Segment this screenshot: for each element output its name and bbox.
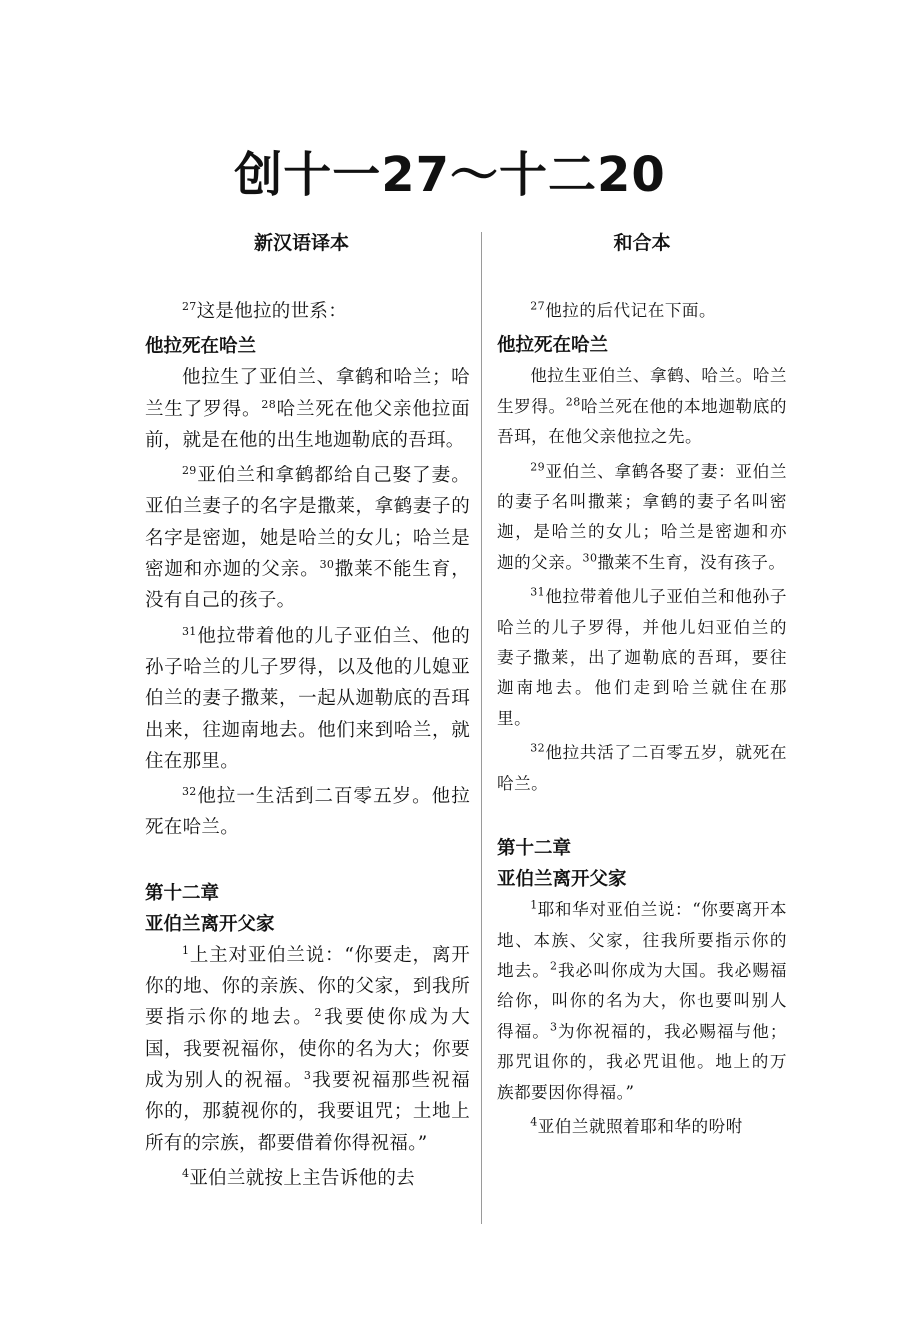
- verse-number: 27: [530, 299, 546, 313]
- verse-paragraph: [497, 895, 787, 1108]
- verse-number: 28: [261, 397, 276, 411]
- verse-text: 他拉生了亚伯兰、拿鹤和哈兰；哈兰生了罗得。: [145, 367, 470, 420]
- verse-number: 32: [182, 785, 197, 798]
- section-heading: 他拉死在哈兰: [145, 336, 257, 358]
- chapter-gap: [497, 803, 787, 833]
- verse-paragraph: [145, 296, 470, 327]
- verse-paragraph: [497, 361, 787, 452]
- page-title: 创十一27～十二20: [234, 147, 666, 203]
- verse-paragraph: [497, 738, 787, 799]
- chapter-heading: 第十二章: [145, 882, 220, 904]
- verse-number: 2: [314, 1006, 322, 1020]
- verse-number: 32: [530, 741, 546, 755]
- verse-text: 我必叫你成为大国。我必赐福给你，叫你的名为大，你也要叫别人得福。: [497, 960, 787, 1041]
- verse-text: 我要祝福那些祝福你的，那藐视你的，我要诅咒；土地上所有的宗族，都要借着你得祝福。”: [145, 1069, 470, 1154]
- verse-number: 3: [303, 1068, 312, 1082]
- verse-text: 哈兰死在他父亲他拉面前，就是在他的出生地迦勒底的吾珥。: [145, 398, 470, 451]
- verse-text: 亚伯兰和拿鹤都给自己娶了妻。亚伯兰妻子的名字是撒莱，拿鹤妻子的名字是密迦，她是哈兰的女儿；哈兰是密迦和亦迦的父亲。: [145, 465, 470, 581]
- verse-text: 他拉一生活到二百零五岁。他拉死在哈兰。: [145, 786, 470, 839]
- verse-number: 31: [182, 624, 197, 638]
- section-heading: 他拉死在哈兰: [497, 335, 609, 357]
- verse-number: 30: [582, 551, 598, 565]
- verse-paragraph: [145, 781, 470, 844]
- verse-paragraph: [497, 582, 787, 734]
- verse-text: 哈兰死在他的本地迦勒底的吾珥，在他父亲他拉之先。: [497, 396, 787, 447]
- verse-number: 31: [530, 585, 546, 599]
- verse-number: 4: [182, 1166, 190, 1180]
- verse-number: 1: [530, 898, 538, 912]
- column-chinese-union-version: [497, 228, 787, 1146]
- verse-number: 3: [549, 1020, 558, 1034]
- verse-number: 4: [530, 1115, 538, 1129]
- verse-text: 撒莱不能生育，没有自己的孩子。: [145, 559, 470, 612]
- verse-paragraph: [145, 940, 470, 1159]
- verse-text: 为你祝福的，我必赐福与他；那咒诅你的，我必咒诅他。地上的万族都要因你得福。”: [497, 1021, 787, 1102]
- verse-text: 撒莱不生育，没有孩子。: [597, 552, 786, 572]
- verse-paragraph: [497, 1112, 787, 1142]
- verse-number: 30: [319, 557, 335, 571]
- verse-text: 他拉带着他儿子亚伯兰和他孙子哈兰的儿子罗得，并他儿妇亚伯兰的妻子撒莱，出了迦勒底的吾珥，要往迦南地去。他们走到哈兰就住在那里。: [497, 587, 787, 728]
- verse-number: 1: [182, 943, 190, 957]
- verse-paragraph: [497, 457, 787, 579]
- verse-number: 2: [549, 959, 558, 973]
- verse-text: 上主对亚伯兰说：“你要走，离开你的地、你的亲族、你的父家，到我所要指示你的地去。: [145, 944, 470, 1029]
- verse-text: 他拉共活了二百零五岁，就死在哈兰。: [497, 743, 787, 793]
- verse-paragraph: [145, 362, 470, 456]
- verse-number: 29: [182, 464, 197, 478]
- verse-text: 这是他拉的世系：: [196, 301, 348, 322]
- column-new-chinese-version: [145, 228, 470, 1198]
- chapter-gap: [145, 848, 470, 878]
- verse-text: 亚伯兰、拿鹤各娶了妻：亚伯兰的妻子名叫撒莱；拿鹤的妻子名叫密迦，是哈兰的女儿；哈兰是密迦和亦迦的父亲。: [497, 461, 787, 572]
- column-header: 和合本: [613, 232, 671, 254]
- verse-paragraph: [145, 1163, 470, 1194]
- verse-number: 29: [530, 460, 546, 474]
- verse-text: 他拉带着他的儿子亚伯兰、他的孙子哈兰的儿子罗得，以及他的儿媳亚伯兰的妻子撒莱，一起从迦勒底的吾珥出来，往迦南地去。他们来到哈兰，就住在那里。: [145, 625, 470, 772]
- verse-number: 27: [182, 299, 197, 313]
- verse-number: 28: [565, 395, 581, 409]
- verse-text: 亚伯兰就照着耶和华的吩咐: [537, 1116, 743, 1136]
- verse-paragraph: [145, 460, 470, 616]
- section-heading: 亚伯兰离开父家: [145, 913, 275, 935]
- verse-paragraph: [145, 621, 470, 777]
- section-heading: 亚伯兰离开父家: [497, 869, 627, 891]
- verse-text: 他拉的后代记在下面。: [545, 301, 717, 320]
- column-divider: [481, 232, 482, 1224]
- column-header: 新汉语译本: [253, 232, 349, 254]
- verse-text: 我要使你成为大国，我要祝福你，使你的名为大；你要成为别人的祝福。: [145, 1007, 470, 1091]
- verse-text: 他拉生亚伯兰、拿鹤、哈兰。哈兰生罗得。: [497, 366, 787, 416]
- chapter-heading: 第十二章: [497, 838, 572, 860]
- verse-paragraph: [497, 296, 787, 326]
- verse-text: 耶和华对亚伯兰说：“你要离开本地、本族、父家，往我所要指示你的地去。: [497, 900, 787, 980]
- verse-text: 亚伯兰就按上主告诉他的去: [189, 1167, 415, 1189]
